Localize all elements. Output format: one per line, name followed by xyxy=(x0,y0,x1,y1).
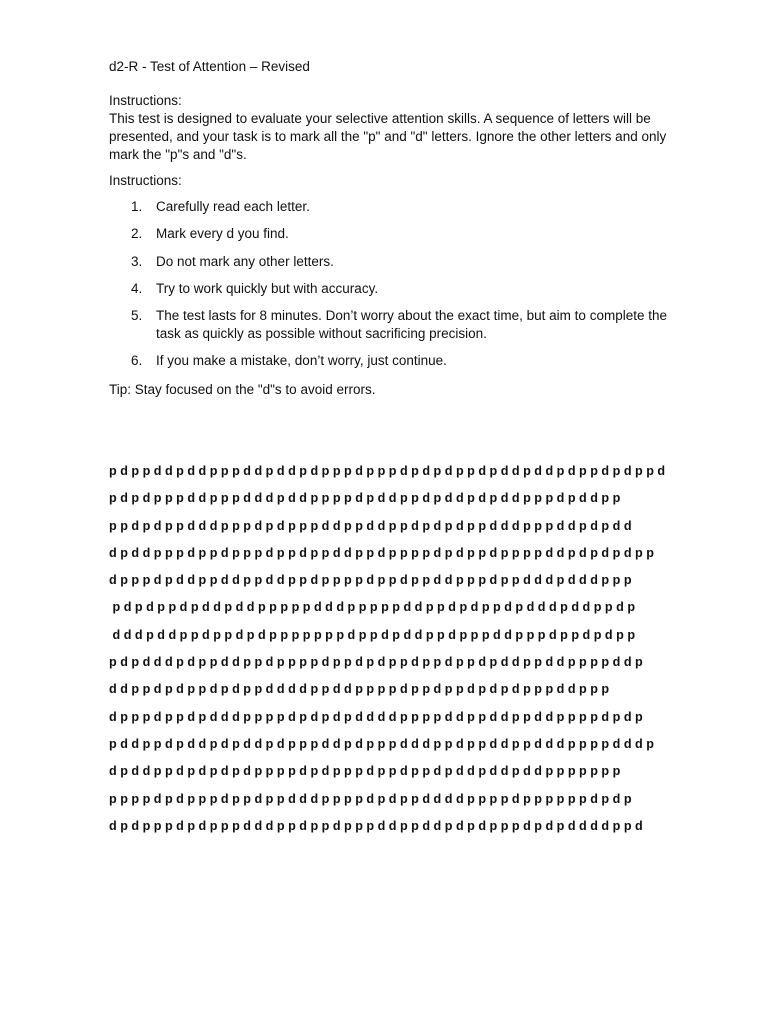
step-item xyxy=(109,198,669,216)
letter-row: d p d d p p d p d p d p d p p p p d p d p p p d p p d p p d p d d p d d p d d p p p p p p p xyxy=(109,764,621,779)
letter-row: d d p p d p d p p d p d p p d d d d p p d d p p p p d p p d p p d p d p d p p p d d p p p xyxy=(109,682,610,697)
intro-section xyxy=(109,92,669,164)
letter-row: p d p d p p d p d d p d d p p p p p d d d p p p p p d d p p d p d p p d p d d d p d d p p d p xyxy=(109,600,636,615)
letter-row: d d d p d d p p d p p d p d p p p p p p p d p p d p d d p p d p p p d d p p p d p p d p d p p xyxy=(109,627,636,642)
document-title: d2-R - Test of Attention – Revised xyxy=(109,59,310,74)
step-item xyxy=(109,253,669,271)
steps-heading: Instructions: xyxy=(109,173,182,188)
step-text: Carefully read each letter. xyxy=(156,199,310,214)
step-item xyxy=(109,352,669,370)
letter-row: d p p p d p d d p p d d p p d d p p d p p p p d p p d p p d d p p p d p p d d d p d d d p p p xyxy=(109,573,632,588)
letter-row: p d d p p d p d d p d p d d p d p p p d d p d p p p d d d p p d p p d d p p d d d p p p p d d d p xyxy=(109,736,654,751)
letter-row: p p p p d p d p p p d p p d p p d d d p p p p d p d p p d d d d p p p p d p p p p p p d p d p xyxy=(109,791,632,806)
step-text: Do not mark any other letters. xyxy=(156,253,334,269)
letter-row: p d p d d d p d p p d d p p d p p p p d p p d p d p p d p p d p p d p d d p p d d p p p p d d p xyxy=(109,655,643,670)
step-item xyxy=(109,280,669,298)
steps-list xyxy=(109,198,669,380)
tip-text: Tip: Stay focused on the "d"s to avoid errors. xyxy=(109,382,376,397)
step-number: 1. xyxy=(131,199,143,214)
step-text: If you make a mistake, don’t worry, just continue. xyxy=(156,353,447,369)
step-text: Try to work quickly but with accuracy. xyxy=(156,280,379,296)
letter-row: d p p p d p p d p d d d p p p p d p d p d p d d d d p p p p d d p p d d p p d d p p p p d p d p xyxy=(109,709,643,724)
letter-row: p d p d p p p d d p p p d d d p d d p p p p d p d d p p d p d d p d p d d p p p d p d d p p xyxy=(109,491,621,506)
letter-row: d p d p p p d p d p p p d d d p p d p p d p p p d d p p d d p d p d p p p d p d p d d d d p p d xyxy=(109,818,643,833)
step-text: The test lasts for 8 minutes. Don’t worry about the exact time, but aim to complete the task as quickly as possible without sacrificing precision. xyxy=(156,308,667,342)
step-number: 5. xyxy=(131,308,143,324)
step-text: Mark every d you find. xyxy=(156,226,289,242)
letter-grid xyxy=(109,462,665,844)
step-number: 2. xyxy=(131,226,143,242)
step-item xyxy=(109,307,669,343)
letter-row: d p d d p p p d p p d p p p d p p d p p d d p p d p p p p d p d p p d p p p p d d p d p d p d p p xyxy=(109,545,654,560)
intro-heading: Instructions: xyxy=(109,93,182,108)
letter-row: p d p p d d p d d p p p d d p d d p d p p p d p p p d p d p d p p d p d d p d d p d p p d p d p p d xyxy=(109,464,666,478)
step-number: 6. xyxy=(131,353,143,369)
intro-body: This test is designed to evaluate your selective attention skills. A sequence of letters will be presented, and your task is to mark all the "p" and "d" letters. Ignore the other letters and only mark the "p"s and "d"s. xyxy=(109,111,667,162)
step-item xyxy=(109,225,669,243)
letter-row: p p d p d p p d d d p p p d p d p p p d d p p d d p p d p d p d p p d d d p p p d d p d p d d xyxy=(109,518,632,533)
step-number: 3. xyxy=(131,253,143,269)
step-number: 4. xyxy=(131,280,143,296)
